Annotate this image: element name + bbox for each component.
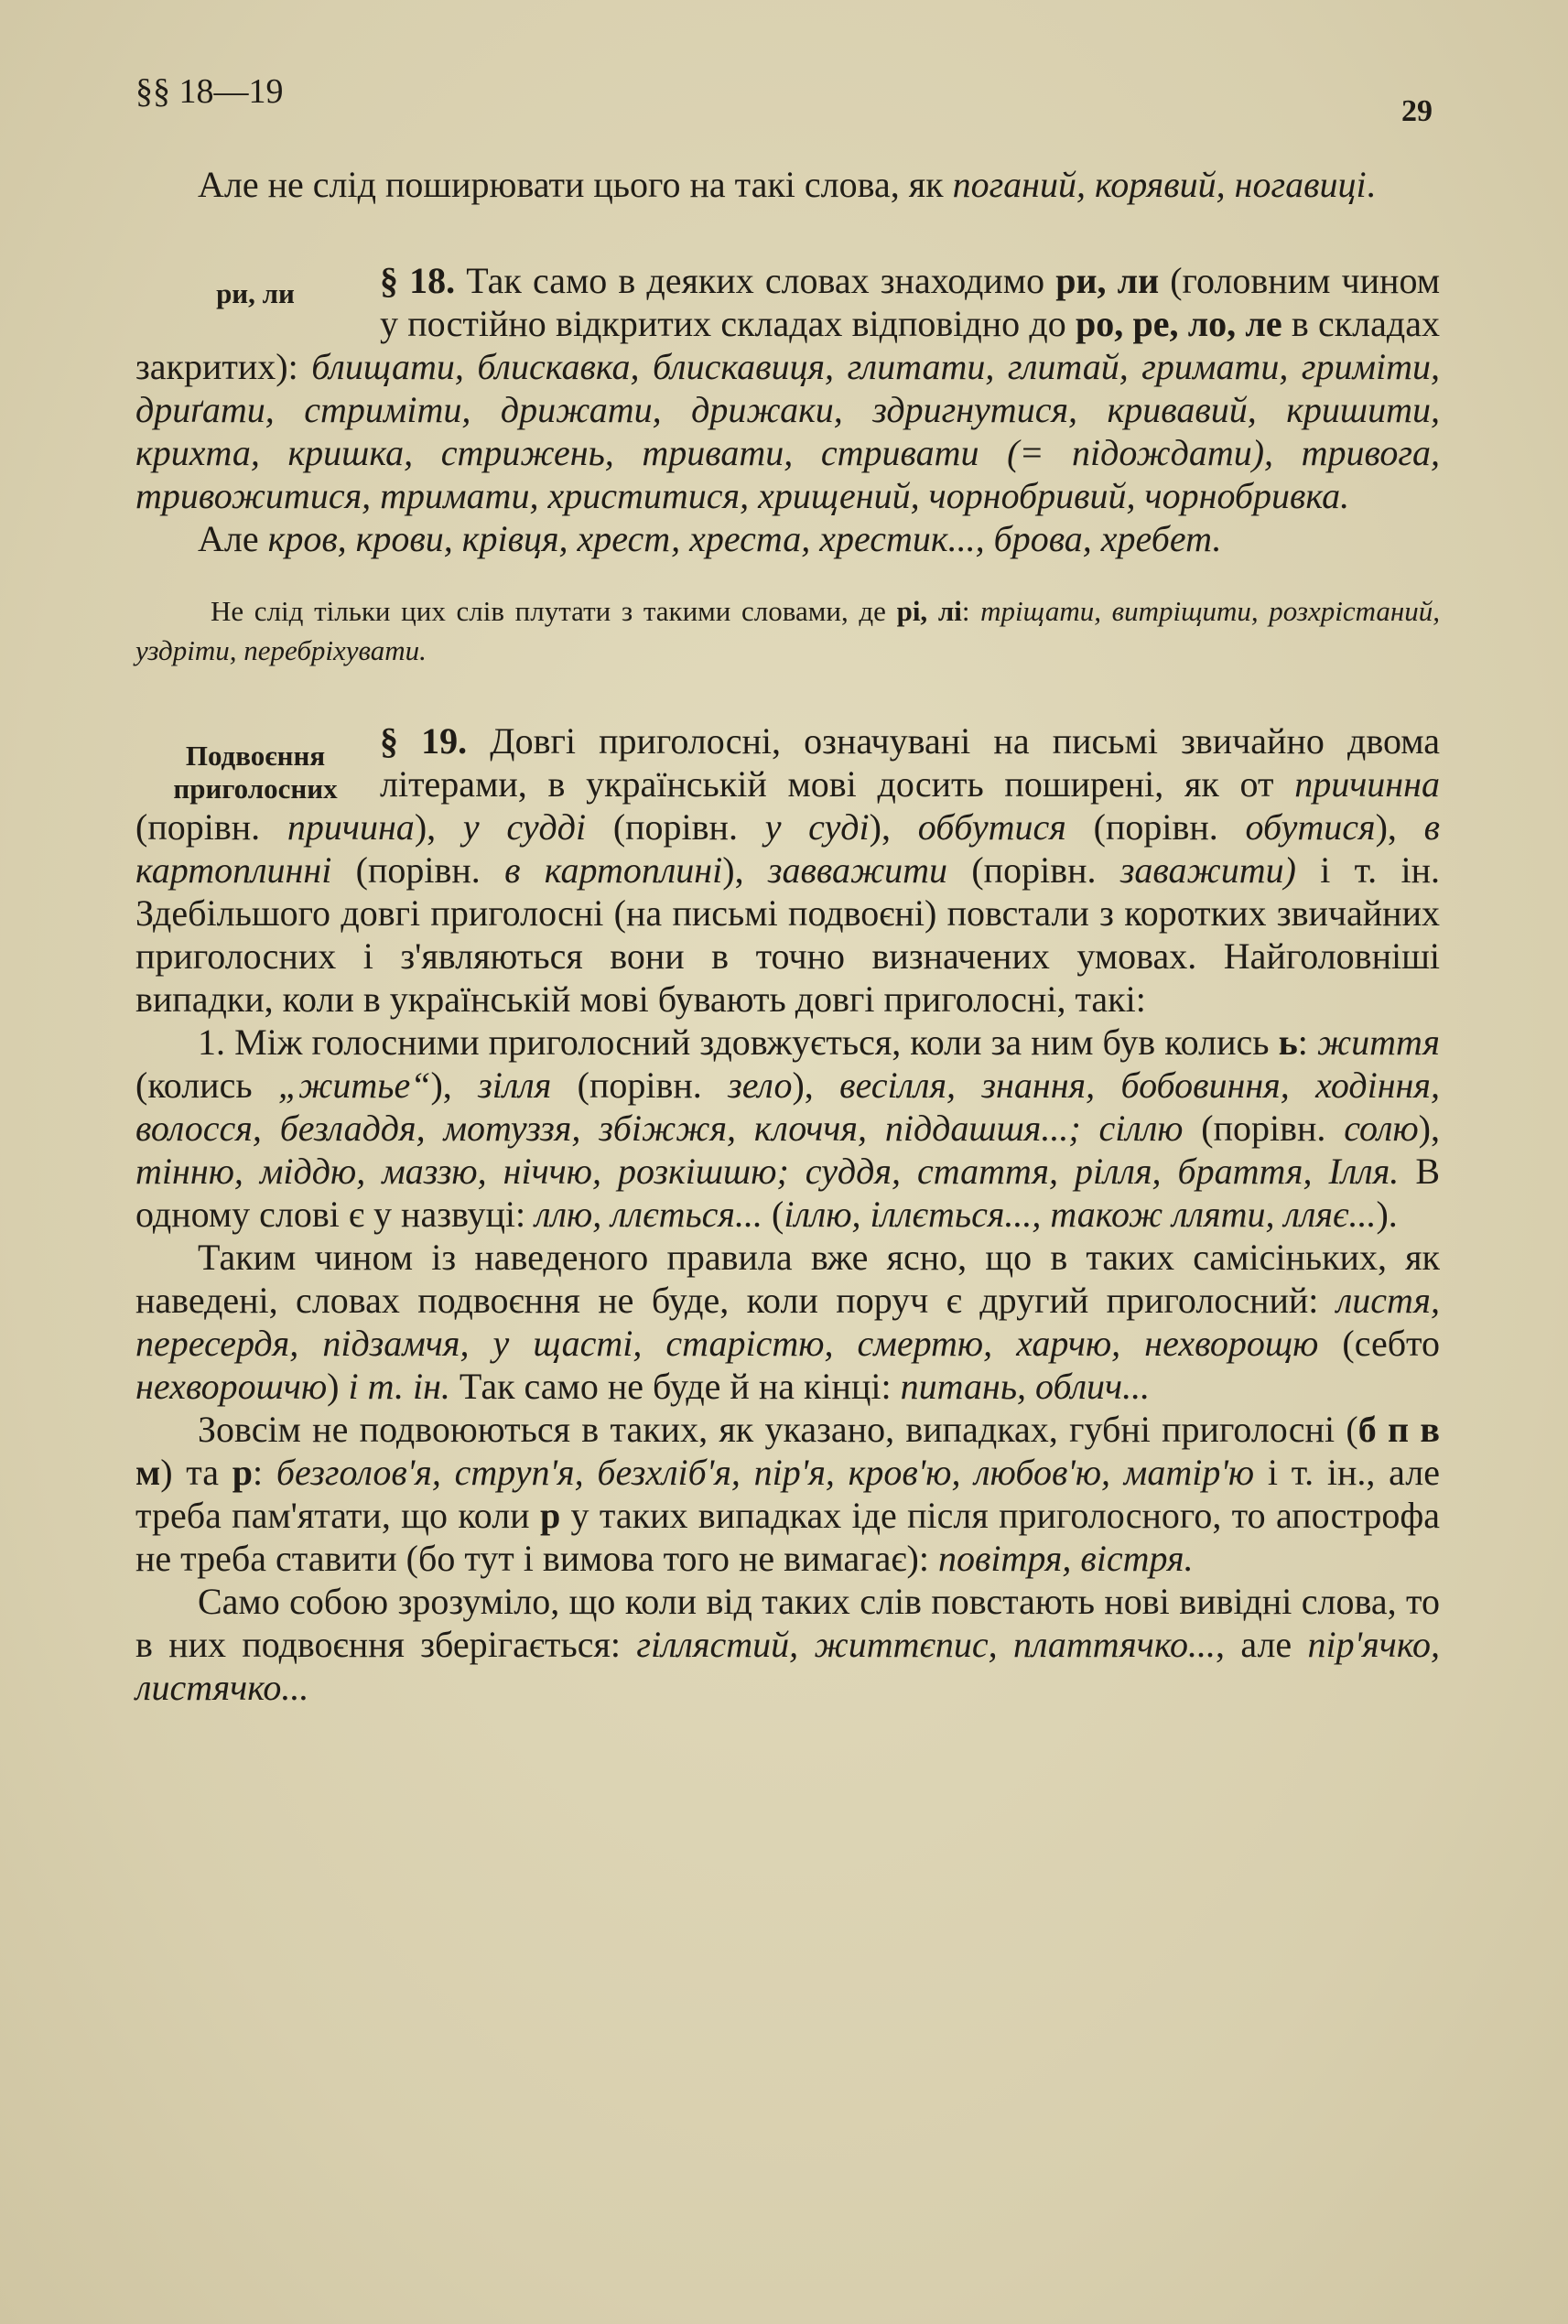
text-run: ), [430,1065,479,1106]
text-run: (колись [135,1065,278,1106]
example-words: питань, облич... [900,1366,1151,1407]
text-run: Зовсім не подвоюються в таких, як указано, випадках, губні приголосні ( [198,1409,1358,1450]
text-run: , але [1216,1624,1308,1665]
text-run: Але не слід поширювати цього на такі слова, як [198,164,953,205]
text-run: ( [762,1194,784,1235]
text-run: Таким чином із наведеного правила вже ясно, що в таких самісіньких, як наведені, словах подвоєння не буде, коли поруч є другий приголосний: [135,1237,1440,1321]
text-run: (порівн. [135,806,287,848]
side-heading-doubling [131,740,380,805]
example-words: у суді [764,806,870,848]
bold-letters: ри, ли [1055,260,1160,301]
example-words: пір'ячко, листячко... [135,1624,1440,1708]
section-18-exception [135,517,1440,560]
section-number-18: § 18. [380,260,456,301]
example-words: гіллястий, життєпис, платтячко... [636,1624,1217,1665]
section-number-19: § 19. [380,720,468,762]
text-run: ). [1376,1194,1398,1235]
example-words: кров, крови, крівця, хрест, хреста, хрестик..., брова, хребет. [267,518,1222,559]
bold-letters: б п в м [135,1409,1440,1493]
section-range: §§ 18—19 [135,72,284,111]
text-run: ), [722,849,768,891]
example-words: безголов'я, струп'я, безхліб'я, пір'я, кров'ю, любов'ю, матір'ю [276,1452,1255,1493]
text-run: в складах закритих): [135,303,1440,387]
example-words: оббутися [917,806,1066,848]
example-words: в картоплинні [135,806,1440,891]
text-run: : [961,595,981,627]
text-run: і т. ін., але треба пам'ятати, що коли [135,1452,1440,1536]
section-18 [135,259,1440,670]
example-words: нехворошчю [135,1366,328,1407]
text-run: Довгі приголосні, означувані на письмі звичайно двома літерами, в українській мові досить поширені, як от [380,720,1440,805]
section-19-paragraph-3 [135,1236,1440,1408]
text-run: у таких випадках іде після приголосного, то апострофа не треба ставити (бо тут і вимова того не вимагає): [135,1495,1440,1579]
text-run: (порівн. [551,1065,729,1106]
text-run: (порівн. [331,849,505,891]
text-run: ) та [160,1452,232,1493]
text-run: Не слід тільки цих слів плутати з такими словами, де [211,595,897,627]
page-number: 29 [1401,94,1433,128]
example-words: „житье“ [277,1065,431,1106]
text-run: Подвоєння [185,740,326,772]
section-18-note [135,591,1440,670]
text-run: В одному слові є у назвуці: [135,1151,1440,1235]
text-run: ), [869,806,918,848]
example-words: блищати, блискавка, блискавиця, глитати, глитай, гримати, гриміти, дриґати, стриміти, дрижати, дрижаки, здригнутися, кривавий, кришити, крихта, кришка, стрижень, тривати, стривати (= підождати), тривога, тривожитися, тримати, христитися, хрищений, чорнобривий, чорнобривка. [135,346,1440,516]
example-words: солю [1344,1108,1419,1149]
example-words: тріщати, витріщити, розхрістаний, уздріти, перебріхувати. [135,595,1440,666]
text-run: ), [1418,1108,1440,1149]
text-run: ), [414,806,463,848]
text-run: : [253,1452,276,1493]
text-run: приголосних [173,773,338,805]
bold-letters: р [539,1495,561,1536]
example-words: повітря, вістря. [937,1538,1194,1579]
intro-paragraph [135,163,1440,206]
example-words: зело [728,1065,793,1106]
example-words: обутися [1245,806,1376,848]
example-words: причинна [1294,763,1440,805]
example-words: в картоплині [504,849,723,891]
example-words: іллю, іллється..., також лляти, лляє... [784,1194,1377,1235]
text-run: ) [327,1366,349,1407]
example-words: поганий, корявий, ногавиці [952,164,1367,205]
text-run: Але [198,518,268,559]
text-run: ), [792,1065,840,1106]
example-words: і т. ін. [348,1366,450,1407]
text-run: (себто [1318,1323,1440,1364]
page-header [135,71,1433,128]
text-run: 1. Між голосними приголосний здовжується, коли за ним був колись [198,1021,1279,1063]
bold-letters: ь [1278,1021,1298,1063]
text-run: ), [1375,806,1424,848]
example-words: зілля [478,1065,552,1106]
text-run: (порівн. [586,806,765,848]
text-run: Само собою зрозуміло, що коли від таких слів повстають нові вивідні слова, то в них подвоєння зберігається: [135,1581,1440,1665]
text-run: . [1366,164,1376,205]
example-words: життя [1316,1021,1440,1063]
example-words: заважити) [1119,849,1296,891]
section-19 [135,719,1440,1709]
bold-letters: р [232,1452,254,1493]
bold-letters: рі, лі [896,595,962,627]
page-body [135,163,1440,1709]
example-words: ллю, ллється... [535,1194,763,1235]
text-run: : [1297,1021,1317,1063]
text-run: Так само не буде й на кінці: [449,1366,901,1407]
section-19-paragraph-4 [135,1408,1440,1580]
example-words: завважити [767,849,948,891]
bold-letters: ро, ре, ло, ле [1075,303,1282,344]
example-words: у судді [462,806,587,848]
section-19-paragraph-5 [135,1580,1440,1709]
text-run: (головним чином у постійно відкритих складах відповідно до [380,260,1440,344]
example-words: листя, пересердя, підзамчя, у щасті, старістю, смертю, харчю, нехворощю [135,1280,1440,1364]
side-heading-ry-ly: ри, ли [216,277,295,309]
text-run: (порівн. [947,849,1120,891]
text-run: (порівн. [1183,1108,1345,1149]
text-run: і т. ін. Здебільшого довгі приголосні (на письмі подвоєні) повстали з коротких звичайних приголосних і з'являються вони в точно визначених умовах. Найголовніші випадки, коли в українській мові бувають довгі приголосні, такі: [135,849,1440,1020]
section-19-paragraph-2 [135,1021,1440,1236]
text-run: (порівн. [1065,806,1246,848]
example-words: весілля, знання, бобовиння, ходіння, волосся, безладдя, мотуззя, збіжжя, клоччя, піддашшя...; сіллю [135,1065,1440,1149]
example-words: причина [287,806,415,848]
example-words: тінню, міддю, маззю, ніччю, розкішшю; суддя, стаття, рілля, браття, Ілля. [135,1151,1400,1192]
text-run: Так само в деяких словах знаходимо [455,260,1056,301]
